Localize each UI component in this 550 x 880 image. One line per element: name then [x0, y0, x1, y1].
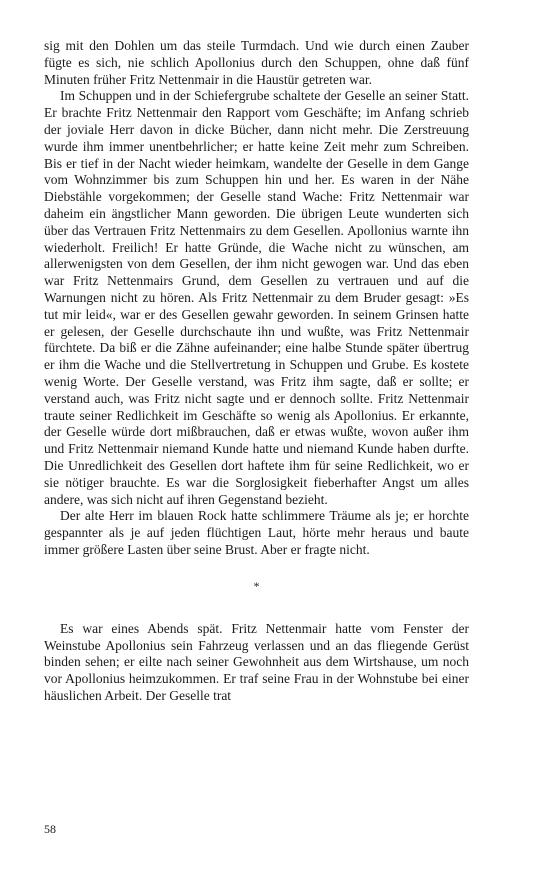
- page-body: [44, 38, 469, 705]
- paragraph-3: Der alte Herr im blauen Rock hatte schlimmere Träume als je; er horchte gespannter als je auf jeden flüchtigen Laut, hörte mehr heraus und baute immer größere Lasten über seine Brust. Aber er fragte nicht.: [44, 508, 469, 557]
- paragraph-1: sig mit den Dohlen um das steile Turmdach. Und wie durch einen Zauber fügte es sich, nie schlich Apollonius durch den Schuppen, ohne daß fünf Minuten früher Fritz Nettenmair in die Haustür getreten war.: [44, 38, 469, 87]
- page-number: 58: [44, 822, 56, 836]
- new-section: [44, 621, 469, 705]
- paragraph-2: Im Schuppen und in der Schiefergrube schaltete der Geselle an seiner Statt. Er brachte Fritz Nettenmair den Rapport vom Geschäfte; im Anfang schrieb der joviale Herr davon in dicke Bücher, dann nicht mehr. Die Zerstreuung wurde ihm immer unentbehrlicher; er hatte keine Zeit mehr zum Schreiben. Bis er tief in der Nacht wieder heimkam, wandelte der Geselle in dem Gange vom Wohnzimmer bis zum Schuppen hin und her. Es waren in der Nähe Diebstähle vorgekommen; der Geselle stand Wache: Fritz Nettenmair war daheim ein ängstlicher Mann geworden. Die übrigen Leute wunderten sich über das Vertrauen Fritz Nettenmairs zu dem Gesellen. Apollonius warnte ihn wiederholt. Freilich! Er hatte Gründe, die Wache nicht zu wünschen, am allerwenigsten von dem Gesellen, der ihm nicht gewogen war. Und das eben war Fritz Nettenmairs Grund, dem Gesellen zu vertrauen und auf die Warnungen nicht zu hören. Als Fritz Nettenmair zu dem Bruder gesagt: »Es tut mir leid«, war er des Gesellen gewahr geworden. In seinem Grinsen hatte er gelesen, der Geselle durchschaute ihn und wußte, was Fritz Nettenmair fürchtete. Da biß er die Zähne aufeinander; eine halbe Stunde später übertrug er ihm die Wache und die Stellvertretung in Schuppen und Grube. Es kostete wenig Worte. Der Geselle verstand, was Fritz ihm sagte, daß er sollte; er verstand auch, was Fritz nicht sagte und er dennoch sollte. Fritz Nettenmair traute seiner Redlichkeit im Geschäfte so wenig als Apollonius. Er erkannte, der Geselle würde dort mißbrauchen, daß er etwas wußte, wovon außer ihm und Fritz Nettenmair niemand Kunde hatte und niemand Kunde haben durfte. Die Unredlichkeit des Gesellen dort haftete ihm für seine Redlichkeit, wo er sie nötiger brauchte. Es war die Sorglosigkeit fieberhafter Angst um alles andere, was sich nicht auf ihren Gegenstand bezieht.: [44, 88, 469, 507]
- section-paragraph-1: Es war eines Abends spät. Fritz Nettenmair hatte vom Fenster der Weinstube Apollonius sein Fahrzeug verlassen und an das fliegende Gerüst binden sehen; er eilte nach seiner Gewohnheit aus dem Wirtshause, um noch vor Apollonius heimzukommen. Er traf seine Frau in der Wohnstube bei einer häuslichen Arbeit. Der Geselle trat: [44, 620, 469, 703]
- section-separator: *: [253, 578, 260, 593]
